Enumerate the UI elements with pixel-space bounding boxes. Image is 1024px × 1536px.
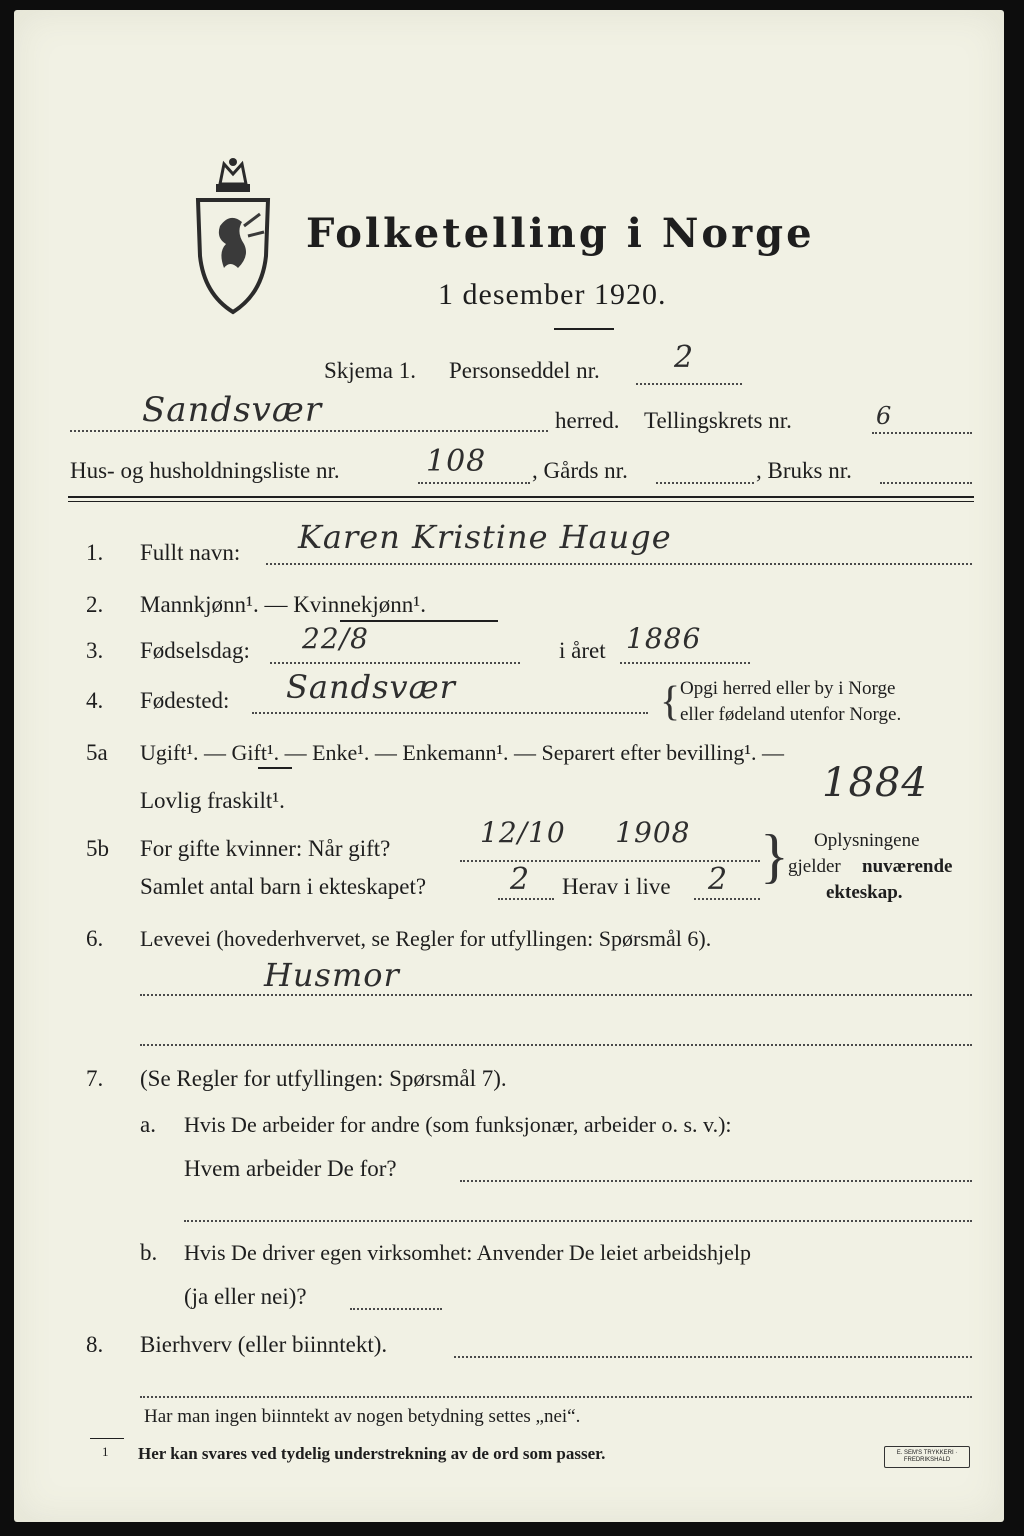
q5b-value-3: 2	[708, 862, 729, 897]
q3-year-value: 1886	[626, 622, 702, 655]
q5a-line-1: Ugift¹. — Gift¹. — Enke¹. — Enkemann¹. — Separert efter bevilling¹. —	[140, 740, 784, 765]
gards-line	[656, 482, 754, 484]
husliste-label: Hus- og husholdningsliste nr.	[70, 458, 340, 483]
personseddel-value: 2	[674, 340, 695, 375]
q7b-label-2: (ja eller nei)?	[184, 1284, 307, 1309]
tellingskrets-label: Tellingskrets nr.	[644, 408, 792, 433]
q6-line-2	[140, 1044, 972, 1046]
q1-number: 1.	[86, 540, 104, 565]
q3-year-line	[620, 662, 750, 664]
q8-line-2	[140, 1396, 972, 1398]
q8-line-1	[454, 1356, 972, 1358]
q2-number: 2.	[86, 592, 104, 617]
q5b-value-2: 2	[510, 862, 531, 897]
q1-label: Fullt navn:	[140, 540, 241, 565]
section-rule-thin	[68, 501, 974, 502]
q7a-line-1	[460, 1180, 972, 1182]
printer-stamp	[884, 1446, 970, 1468]
q7-number: 7.	[86, 1066, 104, 1091]
gards-label: , Gårds nr.	[532, 458, 628, 483]
herred-value: Sandsvær	[142, 390, 323, 430]
printer-stamp-text: E. SEM'S TRYKKERI · FREDRIKSHALD	[896, 1450, 958, 1463]
q3-line	[270, 662, 520, 664]
q5b-note-3: ekteskap.	[826, 882, 903, 903]
q5a-underline-gift	[258, 767, 292, 769]
q5b-brace: }	[760, 823, 789, 889]
q5b-value-1: 12/10 1908	[480, 816, 691, 849]
footnote-number: 1	[102, 1444, 109, 1459]
tellingskrets-line	[872, 432, 972, 434]
section-rule	[68, 496, 974, 498]
page-title: Folketelling i Norge	[306, 210, 815, 257]
q7a-line-2	[184, 1220, 972, 1222]
q7b-line	[350, 1308, 442, 1310]
q5b-line-2	[498, 898, 554, 900]
q4-value: Sandsvær	[286, 668, 456, 706]
q5b-note-2a: gjelder	[788, 856, 841, 877]
husliste-value: 108	[426, 444, 487, 479]
footer-note: Har man ingen biinntekt av nogen betydning settes „nei“.	[144, 1406, 581, 1427]
q1-value: Karen Kristine Hauge	[298, 518, 672, 556]
q3-year-label: i året	[559, 638, 606, 663]
tellingskrets-value: 6	[876, 402, 893, 430]
divider	[554, 328, 614, 330]
q5b-label-3: Herav i live	[562, 874, 671, 899]
q7-label: (Se Regler for utfyllingen: Spørsmål 7).	[140, 1066, 507, 1091]
husliste-line	[418, 482, 530, 484]
q3-number: 3.	[86, 638, 104, 663]
q7b-label: Hvis De driver egen virksomhet: Anvender De leiet arbeidshjelp	[184, 1240, 751, 1265]
bruks-line	[880, 482, 972, 484]
herred-line	[70, 430, 548, 432]
q4-number: 4.	[86, 688, 104, 713]
q6-label: Levevei (hovederhvervet, se Regler for utfyllingen: Spørsmål 6).	[140, 926, 712, 951]
q1-line	[266, 563, 972, 565]
q5b-label-1: For gifte kvinner: Når gift?	[140, 836, 391, 861]
q5b-note-2b: nuværende	[862, 856, 953, 877]
census-form	[14, 10, 1004, 1522]
q4-label: Fødested:	[140, 688, 230, 713]
q2-label: Mannkjønn¹. — Kvinnekjønn¹.	[140, 592, 426, 617]
q7a-label: Hvis De arbeider for andre (som funksjonær, arbeider o. s. v.):	[184, 1112, 732, 1137]
q5b-label-2: Samlet antal barn i ekteskapet?	[140, 874, 427, 899]
q5a-margin-note: 1884	[822, 760, 928, 806]
q7a-label-2: Hvem arbeider De for?	[184, 1156, 397, 1181]
q6-number: 6.	[86, 926, 104, 951]
q4-note-1: Opgi herred eller by i Norge	[680, 678, 896, 699]
q8-label: Bierhverv (eller biinntekt).	[140, 1332, 388, 1357]
coat-of-arms-icon	[190, 156, 276, 316]
q8-number: 8.	[86, 1332, 104, 1357]
q4-brace: {	[660, 679, 681, 725]
q7a-number: a.	[140, 1112, 156, 1137]
q6-value: Husmor	[264, 956, 400, 994]
q5b-note-1: Oplysningene	[814, 830, 920, 851]
census-date: 1 desember 1920.	[438, 278, 667, 311]
footer-rule	[90, 1438, 124, 1439]
q5b-line-3	[694, 898, 760, 900]
q3-label: Fødselsdag:	[140, 638, 250, 663]
q5a-number: 5a	[86, 740, 108, 765]
personseddel-label: Personseddel nr.	[449, 358, 600, 383]
q5a-line-2: Lovlig fraskilt¹.	[140, 788, 285, 813]
q4-note-2: eller fødeland utenfor Norge.	[680, 704, 902, 725]
herred-label: herred.	[555, 408, 620, 433]
personseddel-line	[636, 383, 742, 385]
q4-line	[252, 712, 648, 714]
bruks-label: , Bruks nr.	[756, 458, 852, 483]
q7b-number: b.	[140, 1240, 158, 1265]
footnote-text: Her kan svares ved tydelig understrekning av de ord som passer.	[138, 1444, 606, 1463]
q5b-number: 5b	[86, 836, 109, 861]
q6-line-1	[140, 994, 972, 996]
skjema-label: Skjema 1.	[324, 358, 416, 383]
q3-value: 22/8	[302, 622, 369, 655]
